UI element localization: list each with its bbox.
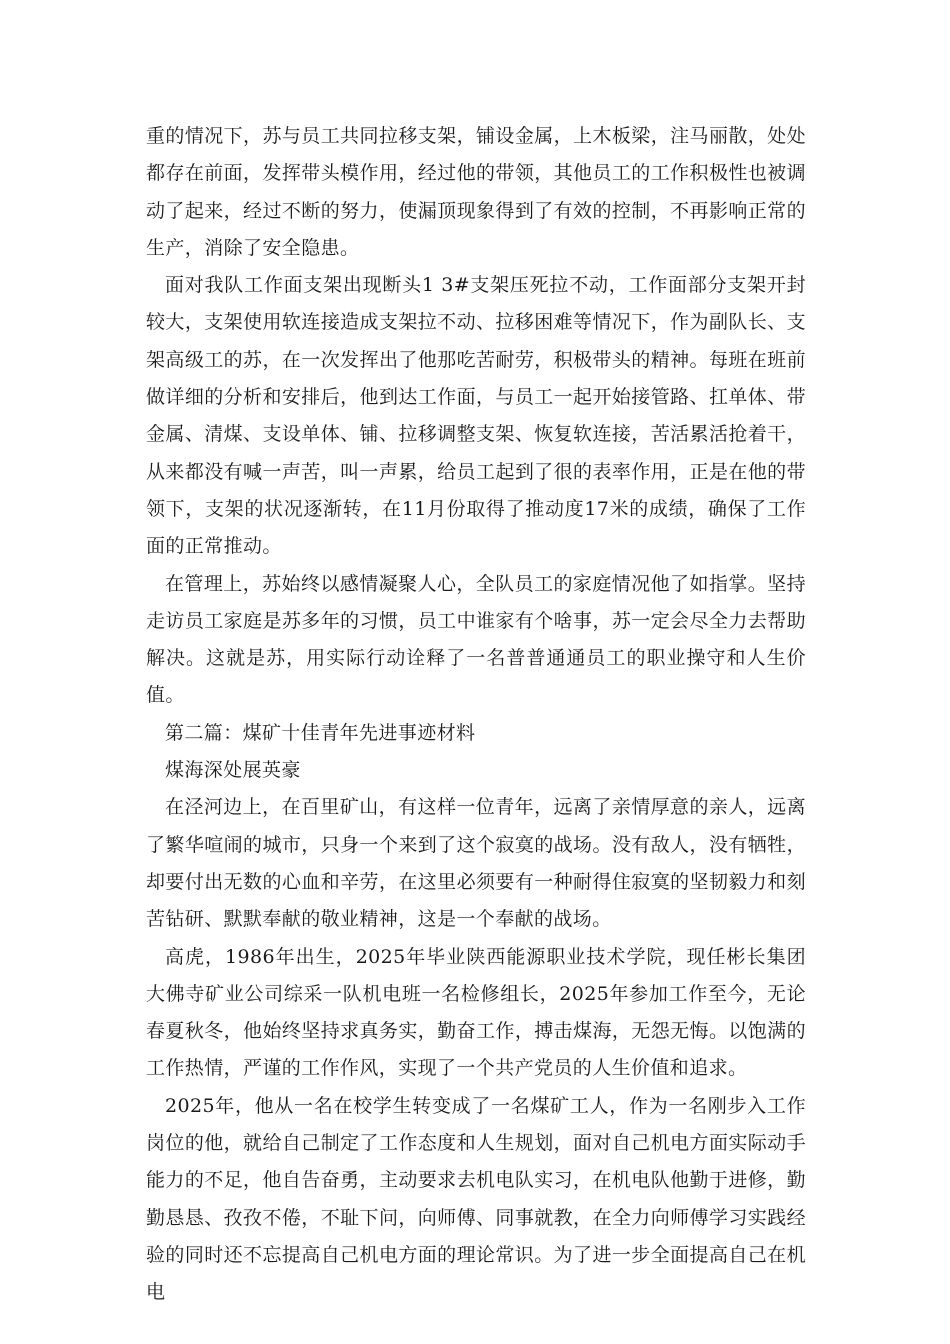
paragraph-continuation: 重的情况下，苏与员工共同拉移支架，铺设金属，上木板梁，注马丽散，处处都存在前面，发挥带头模作用，经过他的带领，其他员工的工作积极性也被调动了起来，经过不断的努力，使漏顶现象得到了有效的控制，不再影响正常的生产，消除了安全隐患。 [146, 125, 806, 259]
document-body [146, 118, 806, 1312]
section-subtitle: 煤海深处展英豪 [165, 759, 301, 782]
paragraph-support-frame: 面对我队工作面支架出现断头1 3#支架压死拉不动，工作面部分支架开封较大，支架使用软连接造成支架拉不动、拉移困难等情况下，作为副队长、支架高级工的苏，在一次发挥出了他那吃苦耐劳，积极带头的精神。每班在班前做详细的分析和安排后，他到达工作面，与员工一起开始接管路、扛单体、带金属、清煤、支设单体、铺、拉移调整支架、恢复软连接，苦活累活抢着干，从来都没有喊一声苦，叫一声累，给员工起到了很的表率作用，正是在他的带领下，支架的状况逐渐转，在11月份取得了推动度17米的成绩，确保了工作面的正常推动。 [146, 274, 806, 558]
paragraph-management: 在管理上，苏始终以感情凝聚人心，全队员工的家庭情况他了如指掌。坚持走访员工家庭是苏多年的习惯，员工中谁家有个啥事，苏一定会尽全力去帮助解决。这就是苏，用实际行动诠释了一名普普通通员工的职业操守和人生价值。 [146, 572, 806, 707]
section-heading: 第二篇：煤矿十佳青年先进事迹材料 [165, 721, 476, 744]
paragraph-profile: 高虎，1986年出生，2025年毕业陕西能源职业技术学院，现任彬长集团大佛寺矿业公司综采一队机电班一名检修组长，2025年参加工作至今，无论春夏秋冬，他始终坚持求真务实，勤奋工作，搏击煤海，无怨无悔。以饱满的工作热情，严谨的工作作风，实现了一个共产党员的人生价值和追求。 [146, 945, 806, 1080]
paragraph-intro: 在泾河边上，在百里矿山，有这样一位青年，远离了亲情厚意的亲人，远离了繁华喧闹的城市，只身一个来到了这个寂寞的战场。没有敌人，没有牺牲，却要付出无数的心血和辛劳，在这里必须要有一种耐得住寂寞的坚韧毅力和刻苦钻研、默默奉献的敬业精神，这是一个奉献的战场。 [146, 796, 806, 931]
paragraph-career-start: 2025年，他从一名在校学生转变成了一名煤矿工人，作为一名刚步入工作岗位的他，就给自己制定了工作态度和人生规划，面对自己机电方面实际动手能力的不足，他自告奋勇，主动要求去机电队实习，在机电队他勤于进修，勤勤恳恳、孜孜不倦，不耻下问，向师傅、同事就教，在全力向师傅学习实践经验的同时还不忘提高自己机电方面的理论常识。为了进一步全面提高自己在机电 [146, 1094, 806, 1304]
